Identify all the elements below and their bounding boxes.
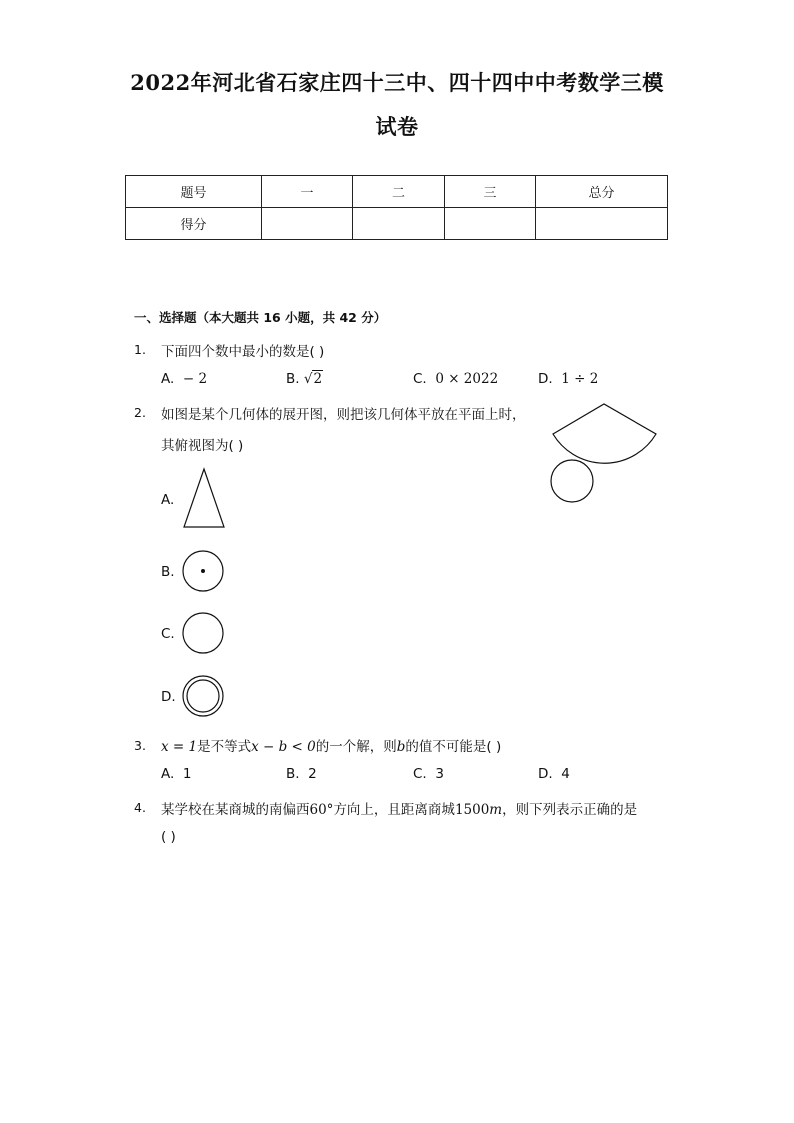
score-cell <box>262 208 353 240</box>
question-number: 3. <box>134 738 146 753</box>
option-c: C. <box>161 626 175 642</box>
option-text: 1 <box>182 766 192 782</box>
outer-circle <box>183 613 223 653</box>
option-label: B. <box>286 766 300 782</box>
triangle-option-figure <box>182 467 226 529</box>
question-number: 2. <box>134 405 146 420</box>
option-d: D. <box>161 689 176 705</box>
option-label: A. <box>161 371 175 387</box>
circle-with-dot-option-figure <box>182 550 226 594</box>
question-text-part: 的一个解，则 <box>315 739 397 755</box>
option-label: D. <box>538 371 553 387</box>
option-text: 2 <box>313 371 323 387</box>
option-text: 0 × 2022 <box>435 371 499 387</box>
math-expression: m <box>489 802 503 818</box>
question-text-part: ，则下列表示正确的是 <box>502 802 638 818</box>
inner-circle <box>187 680 219 712</box>
option-label: D. <box>538 766 553 782</box>
score-table-header-cell: 总分 <box>536 176 668 208</box>
question-text-continued: ( ) <box>161 829 176 845</box>
net-figure <box>548 402 660 504</box>
option-a <box>161 766 191 782</box>
score-table-row-label: 得分 <box>126 208 262 240</box>
option-label: B. <box>286 371 300 387</box>
page-title-continued: 试卷 <box>375 114 419 139</box>
score-table-header-row <box>126 176 668 208</box>
option-d <box>538 371 598 387</box>
sqrt-symbol: √2 <box>303 371 323 387</box>
question-number: 1. <box>134 342 146 357</box>
option-b: B. <box>161 564 175 580</box>
circle-shape <box>551 460 593 502</box>
section-heading: 一、选择题（本大题共 16 小题，共 42 分） <box>134 310 387 325</box>
question-text-part: 的值不可能是( ) <box>405 739 502 755</box>
option-text: 2 <box>308 766 317 782</box>
option-a <box>161 371 207 387</box>
double-circle-option-figure <box>182 675 226 719</box>
score-table-header-cell: 二 <box>353 176 445 208</box>
option-label: C. <box>413 766 427 782</box>
outer-circle <box>183 676 223 716</box>
option-b <box>286 766 317 782</box>
option-c <box>413 371 498 387</box>
score-table-header-cell: 三 <box>445 176 536 208</box>
center-dot <box>201 569 205 573</box>
score-cell <box>445 208 536 240</box>
option-b <box>286 371 323 387</box>
option-text: − 2 <box>182 371 208 387</box>
question-text: 如图是某个几何体的展开图，则把该几何体平放在平面上时， <box>161 407 526 423</box>
option-text: 4 <box>561 766 570 782</box>
triangle-shape <box>184 469 224 527</box>
score-table-header-cell: 题号 <box>126 176 262 208</box>
score-table-score-row <box>126 208 668 240</box>
option-d <box>538 766 570 782</box>
question-text: 下面四个数中最小的数是( ) <box>161 344 325 360</box>
math-expression: 60° <box>309 802 334 818</box>
option-text: 1 ÷ 2 <box>561 371 599 387</box>
math-expression: x = 1 <box>161 739 198 755</box>
option-text: 3 <box>435 766 444 782</box>
math-expression: b <box>396 739 406 755</box>
score-cell <box>536 208 668 240</box>
score-cell <box>353 208 445 240</box>
question-text-part: 是不等式 <box>197 739 252 755</box>
question-text-continued: 其俯视图为( ) <box>161 438 244 454</box>
option-label: A. <box>161 766 175 782</box>
option-a: A. <box>161 492 175 508</box>
math-expression: x − b < 0 <box>251 739 316 755</box>
score-table-header-cell: 一 <box>262 176 353 208</box>
question-text <box>161 798 637 818</box>
circle-option-figure <box>182 612 226 656</box>
sector-shape <box>553 404 656 463</box>
page-title: 2022年河北省石家庄四十三中、四十四中中考数学三模 <box>130 70 664 95</box>
score-table <box>125 175 668 240</box>
question-number: 4. <box>134 800 146 815</box>
option-c <box>413 766 444 782</box>
option-label: C. <box>413 371 427 387</box>
question-text-part: 方向上，且距离商城 <box>333 802 455 818</box>
question-text-part: 某学校在某商城的南偏西 <box>161 802 310 818</box>
math-expression: 1500 <box>454 802 490 818</box>
question-text <box>161 735 501 755</box>
